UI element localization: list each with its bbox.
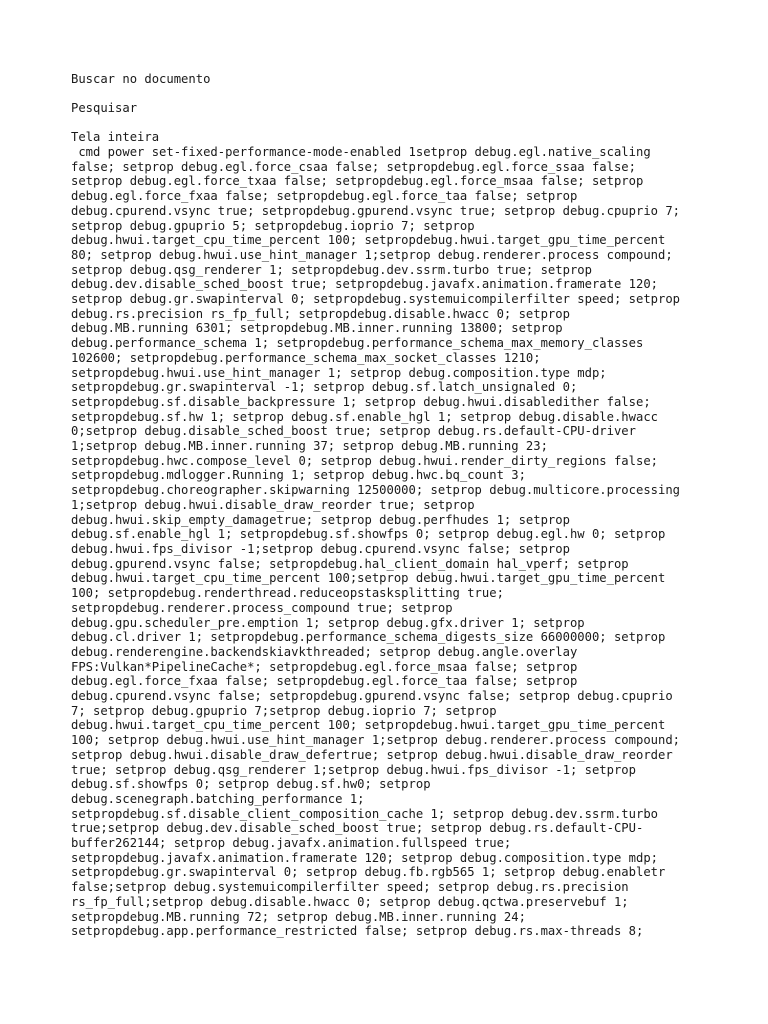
document-line: setpropdebug.MB.running 72; setprop debug.MB.inner.running 24;	[71, 909, 526, 924]
document-line: debug.egl.force_fxaa false; setpropdebug.egl.force_taa false; setprop	[71, 189, 578, 204]
document-line: debug.dev.disable_sched_boost true; setpropdebug.javafx.animation.framerate 120;	[71, 277, 658, 292]
document-line: debug.hwui.target_cpu_time_percent 100;setprop debug.hwui.target_gpu_time_percent	[71, 571, 666, 586]
document-line: true; setprop debug.qsg_renderer 1;setprop debug.hwui.fps_divisor -1; setprop	[71, 762, 636, 777]
document-line: rs_fp_full;setprop debug.disable.hwacc 0; setprop debug.qctwa.preservebuf 1;	[71, 894, 629, 909]
document-line: setpropdebug.app.performance_restricted false; setprop debug.rs.max-threads 8;	[71, 924, 644, 939]
document-line: true;setprop debug.dev.disable_sched_boost true; setprop debug.rs.default-CPU-	[71, 821, 644, 836]
document-line: setpropdebug.choreographer.skipwarning 12500000; setprop debug.multicore.processing	[71, 483, 681, 498]
document-line: setpropdebug.mdlogger.Running 1; setprop debug.hwc.bq_count 3;	[71, 468, 526, 483]
document-line: buffer262144; setprop debug.javafx.animation.fullspeed true;	[71, 836, 512, 851]
document-line: debug.cpurend.vsync true; setpropdebug.gpurend.vsync true; setprop debug.cpuprio 7;	[71, 203, 681, 218]
document-line: setprop debug.hwui.disable_draw_defertrue; setprop debug.hwui.disable_draw_reorder	[71, 747, 673, 762]
document-line: setpropdebug.gr.swapinterval 0; setprop debug.fb.rgb565 1; setprop debug.enabletr	[71, 865, 666, 880]
search-button[interactable]: Pesquisar	[71, 101, 138, 115]
document-line: debug.MB.running 6301; setpropdebug.MB.inner.running 13800; setprop	[71, 321, 563, 336]
document-line: 102600; setpropdebug.performance_schema_max_socket_classes 1210;	[71, 350, 541, 365]
document-line: debug.hwui.target_cpu_time_percent 100; setpropdebug.hwui.target_gpu_time_percent	[71, 233, 666, 248]
document-line: 100; setpropdebug.renderthread.reduceopstasksplitting true;	[71, 586, 504, 601]
document-line: setpropdebug.javafx.animation.framerate 120; setprop debug.composition.type mdp;	[71, 850, 658, 865]
document-line: debug.rs.precision rs_fp_full; setpropdebug.disable.hwacc 0; setprop	[71, 306, 570, 321]
document-line: setprop debug.gr.swapinterval 0; setpropdebug.systemuicompilerfilter speed; setprop	[71, 292, 681, 307]
document-line: debug.sf.showfps 0; setprop debug.sf.hw0; setprop	[71, 777, 431, 792]
document-line: cmd power set-fixed-performance-mode-enabled 1setprop debug.egl.native_scaling	[71, 145, 651, 159]
document-line: debug.performance_schema 1; setpropdebug.performance_schema_max_memory_classes	[71, 336, 644, 351]
document-line: debug.cpurend.vsync false; setpropdebug.gpurend.vsync false; setprop debug.cpuprio	[71, 689, 673, 704]
document-line: 80; setprop debug.hwui.use_hint_manager 1;setprop debug.renderer.process compound;	[71, 247, 673, 262]
document-line: setpropdebug.renderer.process_compound true; setprop	[71, 600, 453, 615]
document-line: 1;setprop debug.hwui.disable_draw_reorder true; setprop	[71, 497, 475, 512]
document-line: 0;setprop debug.disable_sched_boost true; setprop debug.rs.default-CPU-driver	[71, 424, 636, 439]
document-line: 100; setprop debug.hwui.use_hint_manager 1;setprop debug.renderer.process compound;	[71, 733, 681, 748]
document-line: debug.scenegraph.batching_performance 1;	[71, 791, 365, 806]
document-line: debug.sf.enable_hgl 1; setpropdebug.sf.showfps 0; setprop debug.egl.hw 0; setprop	[71, 527, 666, 542]
document-line: setpropdebug.hwui.use_hint_manager 1; setprop debug.composition.type mdp;	[71, 365, 607, 380]
document-line: setpropdebug.hwc.compose_level 0; setprop debug.hwui.render_dirty_regions false;	[71, 453, 658, 468]
document-line: debug.egl.force_fxaa false; setpropdebug.egl.force_taa false; setprop	[71, 674, 578, 689]
document-body	[71, 145, 680, 939]
document-line: setprop debug.egl.force_txaa false; setpropdebug.egl.force_msaa false; setprop	[71, 174, 644, 189]
search-document-label[interactable]: Buscar no documento	[71, 72, 211, 86]
fullscreen-button[interactable]: Tela inteira	[71, 130, 160, 144]
document-line: debug.renderengine.backendskiavkthreaded; setprop debug.angle.overlay	[71, 644, 578, 659]
document-line: debug.hwui.fps_divisor -1;setprop debug.cpurend.vsync false; setprop	[71, 541, 570, 556]
document-line: debug.hwui.skip_empty_damagetrue; setprop debug.perfhudes 1; setprop	[71, 512, 570, 527]
document-line: setpropdebug.sf.disable_client_composition_cache 1; setprop debug.dev.ssrm.turbo	[71, 806, 658, 821]
document-line: debug.hwui.target_cpu_time_percent 100; setpropdebug.hwui.target_gpu_time_percent	[71, 718, 666, 733]
document-line: debug.gpu.scheduler_pre.emption 1; setprop debug.gfx.driver 1; setprop	[71, 615, 585, 630]
document-line: false; setprop debug.egl.force_csaa false; setpropdebug.egl.force_ssaa false;	[71, 159, 636, 174]
document-line: setpropdebug.gr.swapinterval -1; setprop debug.sf.latch_unsignaled 0;	[71, 380, 578, 395]
document-line: 7; setprop debug.gpuprio 7;setprop debug.ioprio 7; setprop	[71, 703, 497, 718]
document-line: setpropdebug.sf.disable_backpressure 1; setprop debug.hwui.disabledither false;	[71, 394, 651, 409]
document-line: FPS:Vulkan*PipelineCache*; setpropdebug.egl.force_msaa false; setprop	[71, 659, 578, 674]
document-line: setprop debug.gpuprio 5; setpropdebug.ioprio 7; setprop	[71, 218, 475, 233]
document-line: false;setprop debug.systemuicompilerfilter speed; setprop debug.rs.precision	[71, 880, 629, 895]
document-line: 1;setprop debug.MB.inner.running 37; setprop debug.MB.running 23;	[71, 439, 548, 454]
document-line: debug.gpurend.vsync false; setpropdebug.hal_client_domain hal_vperf; setprop	[71, 556, 629, 571]
document-line: setpropdebug.sf.hw 1; setprop debug.sf.enable_hgl 1; setprop debug.disable.hwacc	[71, 409, 658, 424]
document-line: setprop debug.qsg_renderer 1; setpropdebug.dev.ssrm.turbo true; setprop	[71, 262, 592, 277]
document-line: debug.cl.driver 1; setpropdebug.performance_schema_digests_size 66000000; setprop	[71, 630, 666, 645]
